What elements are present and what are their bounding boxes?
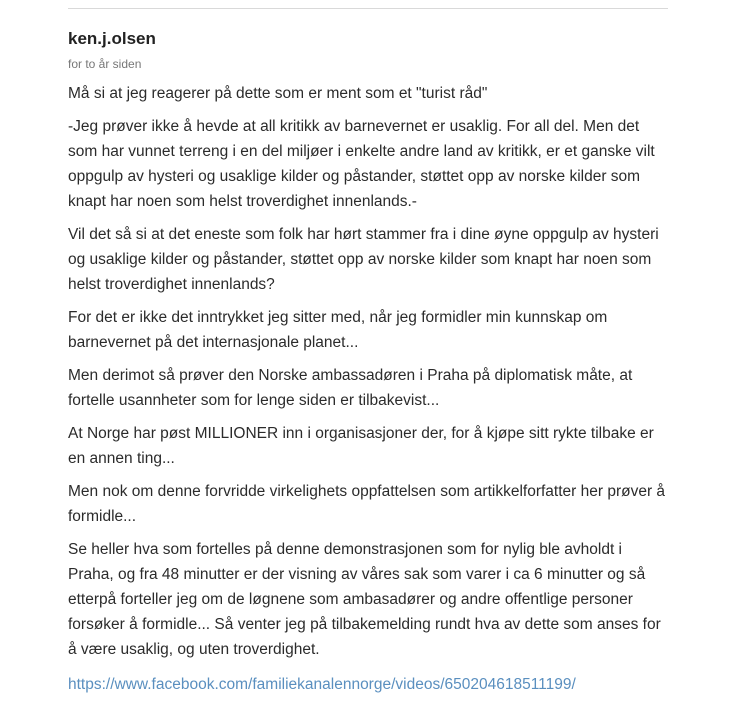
comment (68, 0, 668, 697)
comment-body (68, 81, 668, 697)
comment-paragraph: Men nok om denne forvridde virkelighets oppfattelsen som artikkelforfatter her prøver å formidle... (68, 483, 666, 525)
comment-video-link[interactable]: https://www.facebook.com/familiekanalennorge/videos/650204618511199/ (68, 676, 576, 693)
comment-divider (68, 8, 668, 9)
comment-paragraph: Se heller hva som fortelles på denne demonstrasjonen som for nylig ble avholdt i Praha, og fra 48 minutter er der visning av våres sak som varer i ca 6 minutter og så etterpå forteller jeg om de løgnene som ambasadører og andre offentlige personer forsøker å formidle... Så venter jeg på tilbakemelding rundt hva av dette som anses for å være usaklig, og uten troverdighet. (68, 541, 661, 658)
comment-paragraph: Må si at jeg reagerer på dette som er ment som et "turist råd" (68, 85, 488, 102)
comment-timestamp: for to år siden (68, 57, 142, 71)
comment-paragraph: -Jeg prøver ikke å hevde at all kritikk av barnevernet er usaklig. For all del. Men det som har vunnet terreng i en del miljøer i enkelte andre land av kritikk, er et ganske vilt oppgulp av hysteri og usaklige kilder og påstander, støttet opp av norske kilder som knapt har noen som helst troverdighet innenlands.- (68, 118, 655, 210)
comment-paragraph: Vil det så si at det eneste som folk har hørt stammer fra i dine øyne oppgulp av hysteri og usaklige kilder og påstander, støttet opp av norske kilder som knapt har noen som helst troverdighet innenlands? (68, 226, 659, 293)
comment-paragraph: At Norge har pøst MILLIONER inn i organisasjoner der, for å kjøpe sitt rykte tilbake er en annen ting... (68, 425, 654, 467)
comment-paragraph: For det er ikke det inntrykket jeg sitter med, når jeg formidler min kunnskap om barnevernet på det internasjonale planet... (68, 309, 608, 351)
comment-paragraph: Men derimot så prøver den Norske ambassadøren i Praha på diplomatisk måte, at fortelle usannheter som for lenge siden er tilbakevist... (68, 367, 633, 409)
comment-author[interactable]: ken.j.olsen (68, 29, 156, 48)
